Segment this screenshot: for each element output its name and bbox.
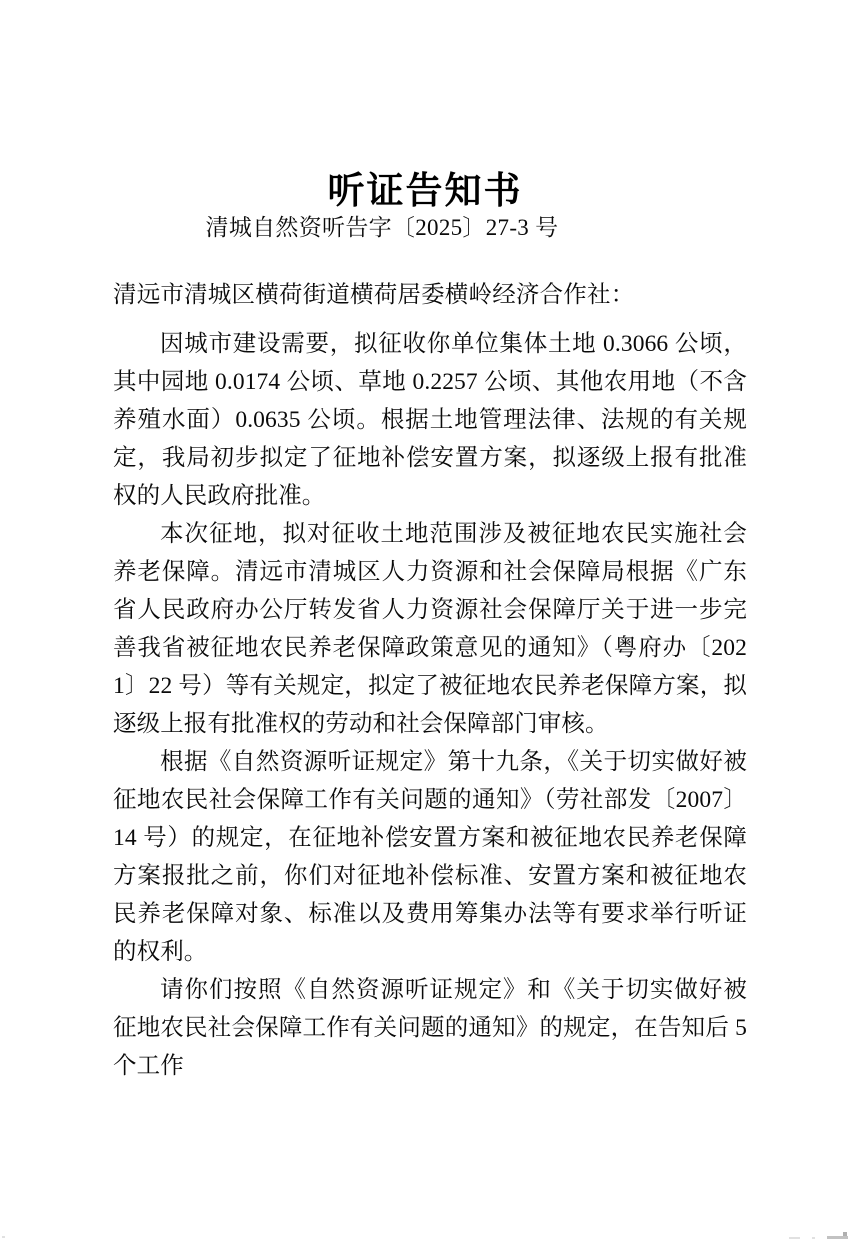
scan-artifacts <box>0 1228 850 1243</box>
scan-speck <box>2 1236 5 1238</box>
scan-speck <box>789 1237 800 1239</box>
recipient-line: 清远市清城区横荷街道横荷居委横岭经济合作社： <box>113 282 635 308</box>
scan-speck <box>812 1237 815 1239</box>
document-body <box>113 276 747 1085</box>
scan-speck <box>843 1232 847 1236</box>
scan-speck <box>827 1236 848 1239</box>
body-paragraph: 根据《自然资源听证规定》第十九条，《关于切实做好被征地农民社会保障工作有关问题的通知》（劳社部发〔2007〕14 号）的规定，在征地补偿安置方案和被征地农民养老保障方案报批之前，你们对征地补偿标准、安置方案和被征地农民养老保障对象、标准以及费用筹集办法等有要求举行听证的权利。 <box>113 749 747 965</box>
body-paragraph: 请你们按照《自然资源听证规定》和《关于切实做好被征地农民社会保障工作有关问题的通知》的规定，在告知后 5 个工作 <box>113 977 747 1079</box>
page-title: 听证告知书 <box>327 169 523 211</box>
document-number: 清城自然资听告字〔2025〕27-3 号 <box>205 215 559 240</box>
body-paragraph: 本次征地，拟对征收土地范围涉及被征地农民实施社会养老保障。清远市清城区人力资源和社会保障局根据《广东省人民政府办公厅转发省人力资源社会保障厅关于进一步完善我省被征地农民养老保障政策意见的通知》（粤府办〔2021〕22 号）等有关规定，拟定了被征地农民养老保障方案，拟逐级上报有批准权的劳动和社会保障部门审核。 <box>113 521 747 737</box>
body-paragraph: 因城市建设需要，拟征收你单位集体土地 0.3066 公顷，其中园地 0.0174 公顷、草地 0.2257 公顷、其他农用地（不含养殖水面）0.0635 公顷。根据土地管理法律、法规的有关规定，我局初步拟定了征地补偿安置方案，拟逐级上报有批准权的人民政府批准。 <box>113 331 747 509</box>
